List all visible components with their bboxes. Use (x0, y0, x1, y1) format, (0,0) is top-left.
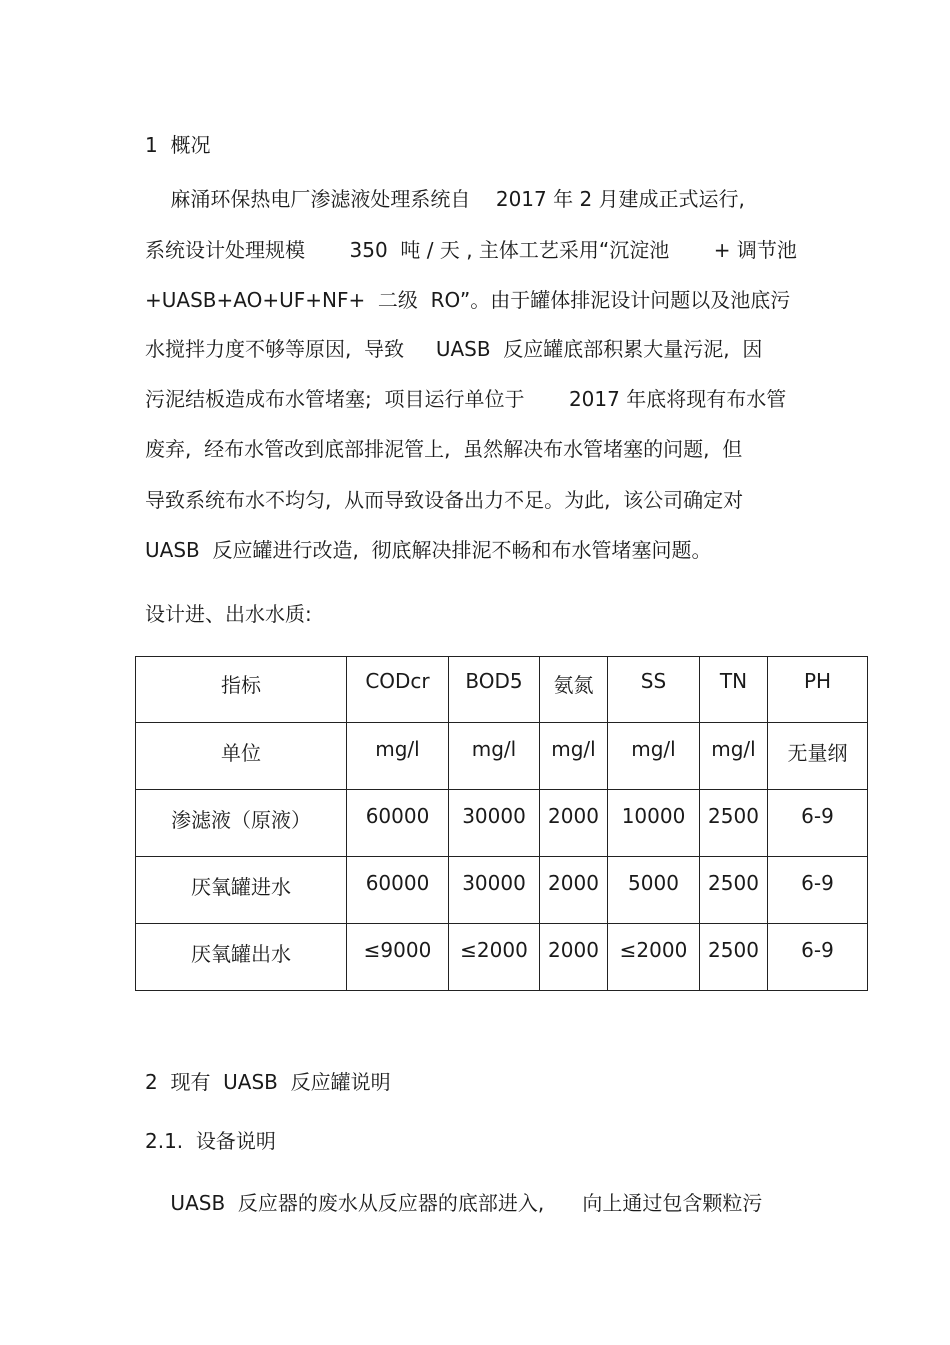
table-header-cell: CODcr (347, 657, 449, 723)
table-cell: mg/l (700, 723, 768, 790)
water-quality-table (135, 656, 868, 991)
table-cell: ≤9000 (347, 924, 449, 991)
table-cell: 2000 (540, 790, 608, 857)
table-cell: mg/l (540, 723, 608, 790)
table-cell: 30000 (449, 857, 540, 924)
table-cell: 2000 (540, 857, 608, 924)
paragraph-line: 水搅拌力度不够等原因, 导致 UASB 反应罐底部积累大量污泥, 因 (145, 337, 763, 361)
table-caption: 设计进、出水水质: (145, 602, 312, 626)
table-header-cell: SS (608, 657, 700, 723)
table-cell: 单位 (136, 723, 347, 790)
table-cell: 6-9 (768, 857, 868, 924)
paragraph-line: 系统设计处理规模 350 吨 / 天 , 主体工艺采用“沉淀池 + 调节池 (145, 238, 797, 262)
table-header-cell: PH (768, 657, 868, 723)
table-cell: 6-9 (768, 924, 868, 991)
table-row (136, 723, 868, 790)
section-2-1-heading: 2.1. 设备说明 (145, 1129, 276, 1153)
table-cell: 60000 (347, 790, 449, 857)
table-row (136, 924, 868, 991)
table-header-cell: 氨氮 (540, 657, 608, 723)
table-cell: 6-9 (768, 790, 868, 857)
table-cell: ≤2000 (449, 924, 540, 991)
table-cell: 渗滤液（原液） (136, 790, 347, 857)
paragraph-line: 导致系统布水不均匀, 从而导致设备出力不足。为此, 该公司确定对 (145, 488, 744, 512)
table-row (136, 790, 868, 857)
section-1-heading: 1 概况 (145, 133, 211, 157)
table-cell: 2500 (700, 790, 768, 857)
table-row (136, 857, 868, 924)
table-header-cell: 指标 (136, 657, 347, 723)
table-header-cell: TN (700, 657, 768, 723)
table-cell: mg/l (608, 723, 700, 790)
table-cell: 2500 (700, 857, 768, 924)
table-cell: mg/l (347, 723, 449, 790)
table-cell: 厌氧罐出水 (136, 924, 347, 991)
table-cell: 2500 (700, 924, 768, 991)
table-cell: 30000 (449, 790, 540, 857)
table-cell: 5000 (608, 857, 700, 924)
paragraph-line: UASB 反应罐进行改造, 彻底解决排泥不畅和布水管堵塞问题。 (145, 538, 712, 562)
table-header-cell: BOD5 (449, 657, 540, 723)
table-cell: 厌氧罐进水 (136, 857, 347, 924)
table-cell: 2000 (540, 924, 608, 991)
paragraph-line: +UASB+AO+UF+NF+ 二级 RO”。由于罐体排泥设计问题以及池底污 (145, 288, 791, 312)
table-cell: 无量纲 (768, 723, 868, 790)
section-2-heading: 2 现有 UASB 反应罐说明 (145, 1070, 391, 1094)
paragraph-line: 污泥结板造成布水管堵塞; 项目运行单位于 2017 年底将现有布水管 (145, 387, 787, 411)
paragraph-line: UASB 反应器的废水从反应器的底部进入, 向上通过包含颗粒污 (145, 1191, 763, 1215)
paragraph-line: 废弃, 经布水管改到底部排泥管上, 虽然解决布水管堵塞的问题, 但 (145, 437, 743, 461)
table-cell: mg/l (449, 723, 540, 790)
table-cell: 10000 (608, 790, 700, 857)
paragraph-line: 麻涌环保热电厂渗滤液处理系统自 2017 年 2 月建成正式运行, (145, 187, 745, 211)
table-header-row (136, 657, 868, 723)
table-cell: 60000 (347, 857, 449, 924)
table-cell: ≤2000 (608, 924, 700, 991)
